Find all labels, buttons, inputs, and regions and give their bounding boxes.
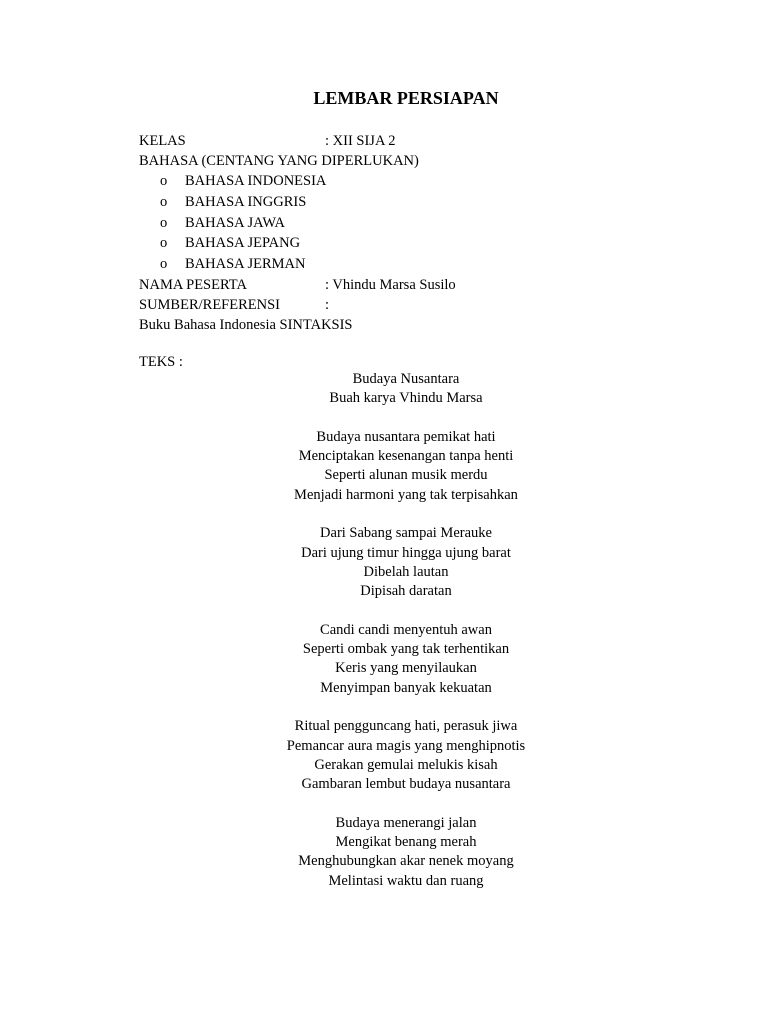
bullet-icon: o [160,193,168,210]
poem-line: Melintasi waktu dan ruang [328,872,484,889]
poem-author: Buah karya Vhindu Marsa [329,390,483,407]
poem-line: Budaya nusantara pemikat hati [316,428,496,445]
poem-line: Budaya menerangi jalan [335,814,477,831]
teks-label: TEKS : [139,354,183,370]
sumber-label: SUMBER/REFERENSI [139,296,280,313]
poem-line: Gerakan gemulai melukis kisah [314,756,498,773]
nama-label: NAMA PESERTA [139,276,247,293]
poem-line: Menghubungkan akar nenek moyang [298,853,514,870]
sumber-value: : [325,296,330,313]
poem-line: Menjadi harmoni yang tak terpisahkan [294,486,518,503]
bahasa-option-label: BAHASA JEPANG [185,235,301,252]
poem [22,370,768,891]
poem-line: Ritual pengguncang hati, perasuk jiwa [294,718,518,735]
stanza-gap [22,602,768,621]
poem-line: Dari Sabang sampai Merauke [320,525,492,542]
bullet-icon: o [160,256,168,273]
bullet-icon: o [160,214,168,231]
poem-line: Menyimpan banyak kekuatan [320,679,492,696]
bahasa-option-label: BAHASA INDONESIA [185,173,327,189]
bahasa-option [139,254,456,275]
poem-line: Seperti ombak yang tak terhentikan [302,641,510,658]
poem-line: Menciptakan kesenangan tanpa henti [298,448,514,465]
info-section [139,131,456,335]
stanza-gap [22,698,768,717]
bahasa-options [139,171,456,275]
sumber-row [139,295,456,315]
nama-row [139,275,456,295]
poem-line: Pemancar aura magis yang menghipnotis [286,737,526,754]
kelas-value: : XII SIJA 2 [325,133,396,149]
bahasa-option [139,213,456,234]
kelas-row [139,131,456,151]
bahasa-option [139,171,456,192]
stanza-gap [22,409,768,428]
stanza-gap [22,795,768,814]
bahasa-option-label: BAHASA JAWA [185,214,285,231]
stanza-gap [22,505,768,524]
sumber-detail: Buku Bahasa Indonesia SINTAKSIS [139,316,353,333]
page-title: LEMBAR PERSIAPAN [313,88,499,108]
bullet-icon: o [160,173,168,189]
bahasa-option [139,192,456,213]
nama-value: : Vhindu Marsa Susilo [325,276,456,293]
poem-title: Budaya Nusantara [352,371,460,387]
poem-line: Seperti alunan musik merdu [324,467,488,484]
poem-line: Dibelah lautan [363,563,449,580]
poem-line: Mengikat benang merah [335,834,477,851]
poem-line: Dipisah daratan [360,583,452,600]
poem-line: Keris yang menyilaukan [335,660,477,677]
bahasa-option-label: BAHASA INGGRIS [185,193,307,210]
poem-line: Gambaran lembut budaya nusantara [301,776,511,793]
poem-line: Candi candi menyentuh awan [320,621,492,638]
poem-line: Dari ujung timur hingga ujung barat [301,544,511,561]
kelas-label: KELAS [139,133,186,149]
bahasa-option-label: BAHASA JERMAN [185,256,306,273]
bahasa-label: BAHASA (CENTANG YANG DIPERLUKAN) [139,153,419,169]
bullet-icon: o [160,235,168,252]
bahasa-option [139,233,456,254]
